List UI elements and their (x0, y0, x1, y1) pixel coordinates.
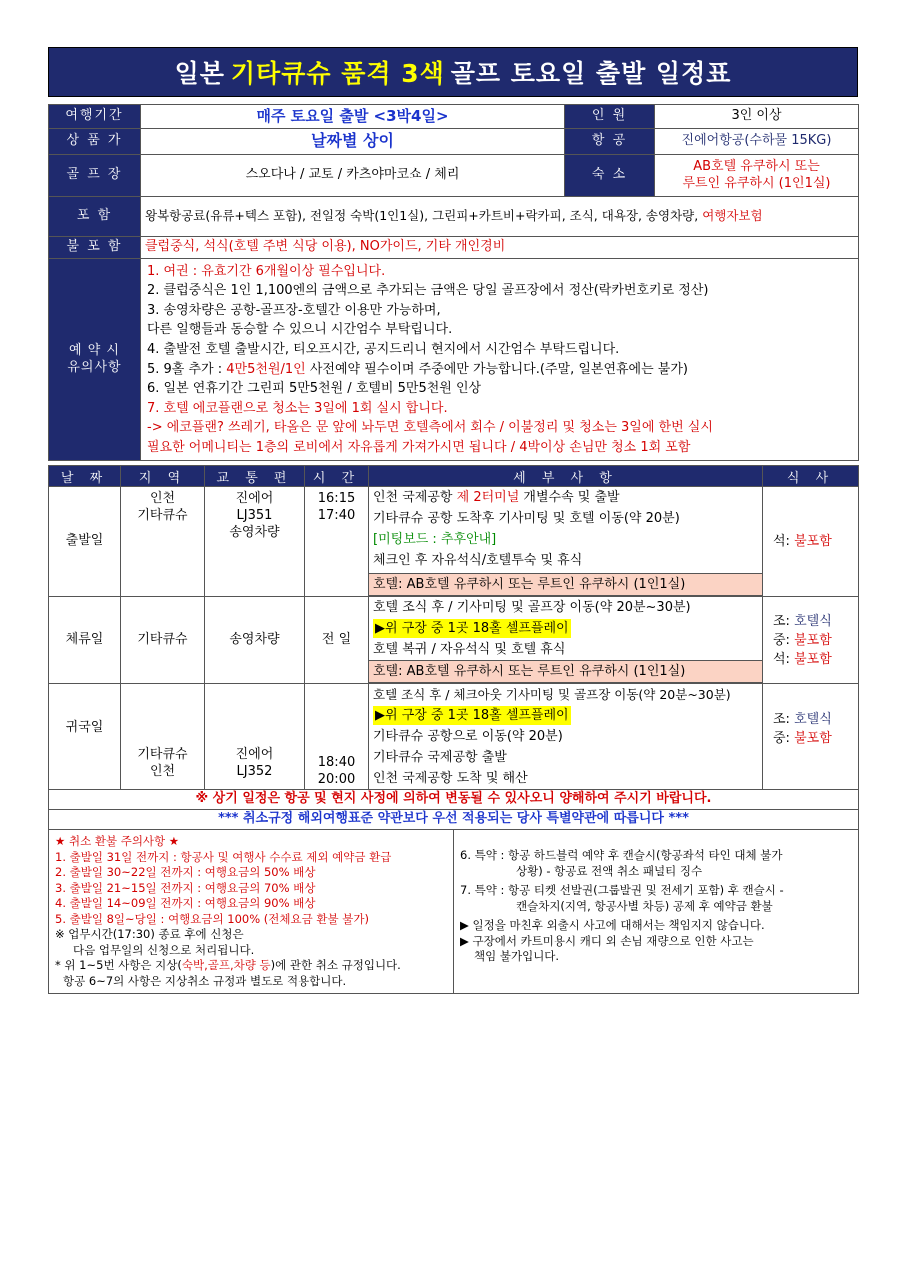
incl-insurance: 여행자보험 (702, 208, 763, 224)
golf-play-highlight: ▶위 구장 중 1곳 18홀 셀프플레이 (375, 621, 569, 636)
schedule-table (48, 465, 859, 830)
excl-value: 클럽중식, 석식(호텔 주변 식당 이용), NO가이드, 기타 개인경비 (141, 237, 859, 259)
note-line: 6. 일본 연휴기간 그린피 5만5천원 / 호텔비 5만5천원 인상 (147, 381, 482, 397)
cancel-line: ▶ 일정을 마친후 외출시 사고에 대해서는 책임지지 않습니다. (460, 918, 765, 932)
notes-label (49, 259, 141, 461)
meal-cell (763, 684, 859, 790)
hotel-line: 호텔: AB호텔 유쿠하시 또는 루트인 유쿠하시 (1인1실) (369, 573, 762, 596)
transport-cell: 송영차량 (205, 597, 305, 684)
region-cell (121, 684, 205, 790)
meal-label: 중: (773, 731, 790, 746)
cancel-line: 4. 출발일 14~09일 전까지 : 여행요금의 90% 배상 (55, 896, 316, 910)
detail-line: 호텔 조식 후 / 기사미팅 및 골프장 이동(약 20분~30분) (373, 600, 691, 615)
time-line: 16:15 (317, 491, 356, 506)
detail-line: 기타큐슈 공항 도착후 기사미팅 및 호텔 이동(약 20분) (373, 511, 680, 526)
cancel-policy-notice: *** 취소규정 해외여행표준 약관보다 우선 적용되는 당사 특별약관에 따릅니다 *** (49, 810, 859, 830)
cancel-line: 3. 출발일 21~15일 전까지 : 여행요금의 70% 배상 (55, 880, 316, 895)
time-cell (305, 487, 369, 597)
cancel-line (55, 958, 447, 974)
meal-value: 호텔식 (794, 712, 832, 727)
note-line: 필요한 어메니티는 1층의 로비에서 자유롭게 가져가시면 됩니다 / 4박이상 손님만 청소 1회 포함 (147, 439, 691, 455)
meal-label: 중: (773, 632, 790, 648)
stay-label: 숙 소 (565, 155, 655, 197)
region-line: 기타큐슈 (137, 507, 188, 523)
region-cell: 기타큐슈 (121, 597, 205, 684)
note-line: 2. 클럽중식은 1인 1,100엔의 금액으로 추가되는 금액은 당일 골프장에서 정산(락카번호키로 정산) (147, 283, 709, 299)
price-value: 날짜별 상이 (141, 129, 565, 155)
excl-label: 불 포 함 (49, 237, 141, 259)
meal-label: 조: (773, 712, 790, 727)
hotel-line: 호텔: AB호텔 유쿠하시 또는 루트인 유쿠하시 (1인1실) (369, 660, 762, 683)
note-line-part: 사전예약 필수이며 주중에만 가능합니다.(주말, 일본연휴에는 불가) (309, 361, 688, 377)
cancel-line: 책임 불가입니다. (474, 949, 560, 963)
note-line: 1. 여권 : 유효기간 6개월이상 필수입니다. (147, 263, 386, 279)
schedule-footnote: ※ 상기 일정은 항공 및 현지 사정에 의하여 변동될 수 있사오니 양해하여 주시기 바랍니다. (49, 790, 859, 810)
cancel-heading: ★ 취소 환불 주의사항 ★ (55, 834, 180, 848)
cancel-line: 상황) - 항공료 전액 취소 패널티 징수 (516, 863, 703, 878)
note-line: -> 에코플랜? 쓰레기, 타올은 문 앞에 놔두면 호텔측에서 회수 / 이불정리 및 청소는 3일에 한번 실시 (147, 420, 713, 436)
notes-body (141, 259, 859, 461)
detail-part: 개별수속 및 출발 (523, 490, 620, 505)
detail-line (369, 618, 762, 639)
detail-line: 호텔 복귀 / 자유석식 및 호텔 휴식 (373, 642, 566, 657)
cancel-line: 캔슬차지(지역, 항공사별 차등) 공제 후 예약금 환불 (516, 898, 773, 913)
golf-label: 골 프 장 (49, 155, 141, 197)
cancel-left (49, 830, 454, 994)
transport-line: 진에어 (235, 747, 274, 763)
meal-value: 불포함 (794, 534, 832, 549)
terminal-red: 제 2터미널 (456, 490, 520, 505)
transport-cell (205, 684, 305, 790)
detail-part: 인천 국제공항 (373, 490, 453, 505)
page-title (48, 47, 858, 97)
region-line: 기타큐슈 (137, 747, 188, 763)
schedule-row-day2 (49, 597, 859, 684)
note-line (147, 360, 852, 380)
day-label: 체류일 (49, 597, 121, 684)
stay-line-1: AB호텔 유쿠하시 또는 (693, 158, 820, 174)
time-line: 20:00 (317, 772, 356, 788)
detail-line: 호텔 조식 후 / 체크아웃 기사미팅 및 골프장 이동(약 20분~30분) (373, 687, 731, 702)
note-line: 다른 일행들과 동승할 수 있으니 시간엄수 부탁립니다. (147, 322, 453, 338)
time-cell (305, 684, 369, 790)
detail-line (369, 487, 762, 508)
cancel-line: 5. 출발일 8일~당일 : 여행요금의 100% (전체요금 환불 불가) (55, 911, 369, 926)
meal-label: 조: (773, 613, 790, 629)
cancel-line: 항공 6~7의 사항은 지상취소 규정과 별도로 적용합니다. (63, 973, 347, 988)
detail-line (369, 705, 762, 726)
stay-line-2: 루트인 유쿠하시 (1인1실) (682, 175, 831, 191)
golf-play-highlight: ▶위 구장 중 1곳 18홀 셀프플레이 (375, 708, 569, 723)
period-value: 매주 토요일 출발 <3박4일> (141, 105, 565, 129)
transport-line: 진에어 (235, 491, 274, 506)
cancel-table (48, 829, 859, 994)
day-label: 귀국일 (49, 684, 121, 790)
notes-label-1: 예 약 시 (69, 342, 120, 358)
period-label: 여행기간 (49, 105, 141, 129)
header-detail: 세 부 사 항 (369, 466, 763, 487)
cancel-line: 7. 특약 : 항공 티켓 선발권(그룹발권 및 전세기 포함) 후 캔슬시 - (460, 883, 784, 897)
cancel-line: ※ 업무시간(17:30) 종료 후에 신청은 (55, 927, 244, 941)
note-line: 4. 출발전 호텔 출발시간, 티오프시간, 공지드리니 현지에서 시간엄수 부탁드립니다. (147, 341, 620, 357)
meal-cell (763, 487, 859, 597)
notes-table (48, 258, 859, 461)
people-label: 인 원 (565, 105, 655, 129)
itinerary-document (48, 47, 858, 994)
transport-line: LJ352 (236, 764, 273, 780)
time-line: 18:40 (317, 755, 356, 771)
region-line: 인천 (149, 491, 176, 506)
meal-value: 호텔식 (794, 613, 832, 629)
note-price-red: 4만5천원/1인 (226, 361, 306, 377)
meal-cell (763, 597, 859, 684)
day-label: 출발일 (49, 487, 121, 597)
detail-line: 체크인 후 자유석식/호텔투숙 및 휴식 (373, 553, 583, 568)
detail-cell (369, 684, 763, 790)
detail-cell (369, 487, 763, 597)
title-suffix: 골프 토요일 출발 일정표 (450, 59, 732, 88)
transport-line: LJ351 (236, 507, 273, 523)
detail-line: 기타큐슈 공항으로 이동(약 20분) (373, 729, 563, 744)
incl-value (141, 197, 859, 237)
cancel-line: 1. 출발일 31일 전까지 : 항공사 및 여행사 수수료 제외 예약금 환급 (55, 849, 392, 864)
price-label: 상 품 가 (49, 129, 141, 155)
title-prefix: 일본 (174, 59, 225, 88)
people-value: 3인 이상 (655, 105, 859, 129)
note-line: 3. 송영차량은 공항-골프장-호텔간 이용만 가능하며, (147, 302, 441, 318)
meal-value: 불포함 (794, 651, 832, 667)
schedule-row-day3 (49, 684, 859, 790)
air-label: 항 공 (565, 129, 655, 155)
cancel-part: )에 관한 취소 규정입니다. (270, 958, 401, 972)
incl-label: 포 함 (49, 197, 141, 237)
meal-value: 불포함 (794, 632, 832, 648)
detail-line: 기타큐슈 국제공항 출발 (373, 750, 507, 765)
header-transport: 교 통 편 (205, 466, 305, 487)
golf-value: 스오다나 / 교토 / 카츠야마코쇼 / 체리 (141, 155, 565, 197)
cancel-line: ▶ 구장에서 카트미용시 캐디 외 손님 재량으로 인한 사고는 (460, 933, 754, 948)
header-time: 시 간 (305, 466, 369, 487)
stay-value (655, 155, 859, 197)
schedule-row-day1 (49, 487, 859, 597)
detail-cell (369, 597, 763, 684)
transport-cell (205, 487, 305, 597)
notes-label-2: 유의사항 (67, 359, 122, 375)
title-highlight: 기타큐슈 품격 3색 (230, 59, 445, 88)
meal-value: 불포함 (794, 731, 832, 746)
cancel-line: 2. 출발일 30~22일 전까지 : 여행요금의 50% 배상 (55, 865, 316, 879)
meeting-board: [미팅보드 : 추후안내] (373, 532, 497, 547)
note-line-part: 5. 9홀 추가 : (147, 361, 223, 377)
region-cell (121, 487, 205, 597)
cancel-right (454, 830, 859, 994)
incl-text: 왕복항공료(유류+텍스 포함), 전일정 숙박(1인1실), 그린피+카트비+락카피, 조식, 대욕장, 송영차량, (145, 208, 699, 224)
time-cell: 전 일 (305, 597, 369, 684)
cancel-part: * 위 1~5번 사항은 지상( (55, 958, 182, 972)
header-date: 날 짜 (49, 466, 121, 487)
info-table (48, 104, 859, 259)
cancel-line: 6. 특약 : 항공 하드블럭 예약 후 캔슬시(항공좌석 타인 대체 불가 (460, 848, 783, 862)
header-region: 지 역 (121, 466, 205, 487)
region-line: 인천 (149, 764, 176, 780)
cancel-line: 다음 업무일의 신청으로 처리됩니다. (73, 942, 255, 957)
meal-label: 석: (773, 651, 790, 667)
detail-line: 인천 국제공항 도착 및 해산 (373, 771, 528, 786)
transport-line: 송영차량 (229, 524, 280, 540)
header-meal: 식 사 (763, 466, 859, 487)
time-line: 17:40 (317, 507, 356, 523)
cancel-part-red: 숙박,골프,차량 등 (181, 958, 271, 972)
air-value: 진에어항공(수하물 15KG) (655, 129, 859, 155)
meal-label: 석: (773, 534, 790, 549)
note-line: 7. 호텔 에코플랜으로 청소는 3일에 1회 실시 합니다. (147, 400, 448, 416)
